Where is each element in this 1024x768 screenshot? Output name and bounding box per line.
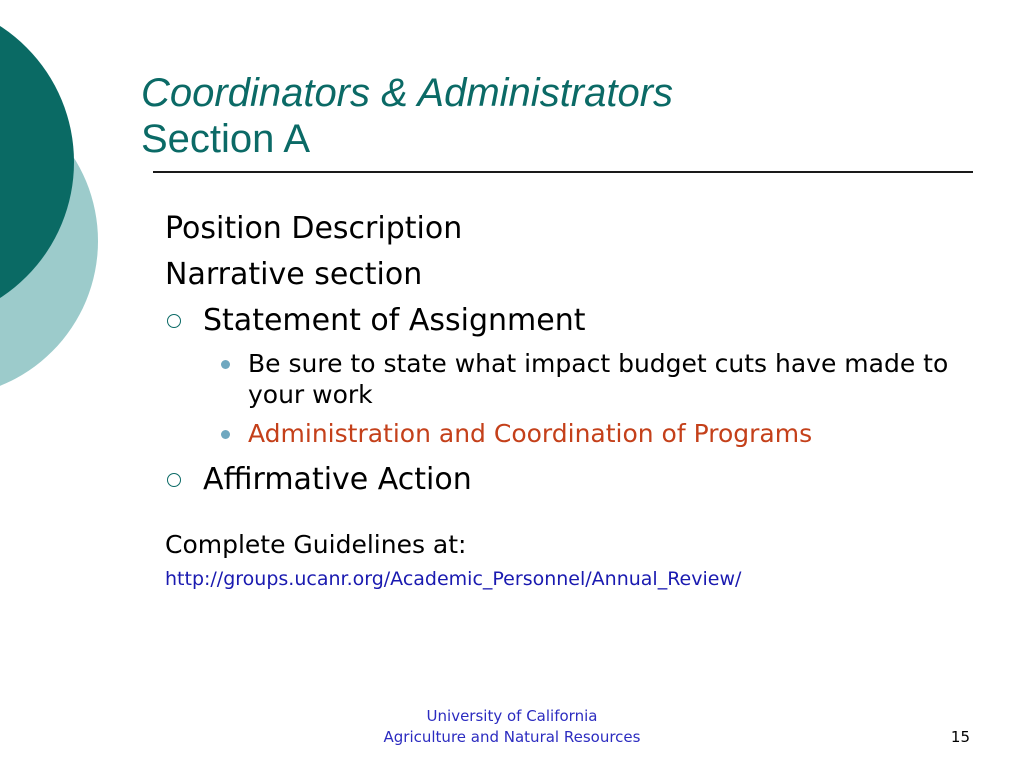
title-divider	[153, 171, 973, 173]
title-line-2: Section A	[141, 117, 311, 161]
guidelines-label: Complete Guidelines at:	[165, 530, 467, 559]
hollow-circle-bullet-icon	[167, 314, 181, 328]
footer	[312, 706, 712, 748]
bullet-label: Statement of Assignment	[203, 303, 586, 338]
subbullet-label: Be sure to state what impact budget cuts have made to your work	[248, 349, 949, 409]
item-narrative-section: Narrative section	[165, 257, 423, 292]
footer-line-2: Agriculture and Natural Resources	[383, 728, 641, 746]
subbullet-label: Administration and Coordination of Programs	[248, 419, 813, 448]
dot-bullet-icon	[221, 430, 230, 439]
dot-bullet-icon	[221, 360, 230, 369]
slide-body	[165, 206, 965, 593]
bullet-label: Affirmative Action	[203, 462, 472, 497]
bullet-statement-of-assignment	[165, 298, 965, 344]
subbullet-budget-cuts	[165, 348, 965, 410]
footer-line-1: University of California	[426, 707, 598, 725]
subbullet-administration-coordination	[165, 418, 965, 449]
slide-title	[141, 70, 961, 162]
page-number: 15	[950, 728, 970, 746]
guidelines-link[interactable]: http://groups.ucanr.org/Academic_Personnel/Annual_Review/	[165, 568, 742, 590]
item-position-description: Position Description	[165, 211, 463, 246]
hollow-circle-bullet-icon	[167, 473, 181, 487]
bullet-affirmative-action	[165, 457, 965, 503]
title-line-1: Coordinators & Administrators	[141, 71, 674, 115]
